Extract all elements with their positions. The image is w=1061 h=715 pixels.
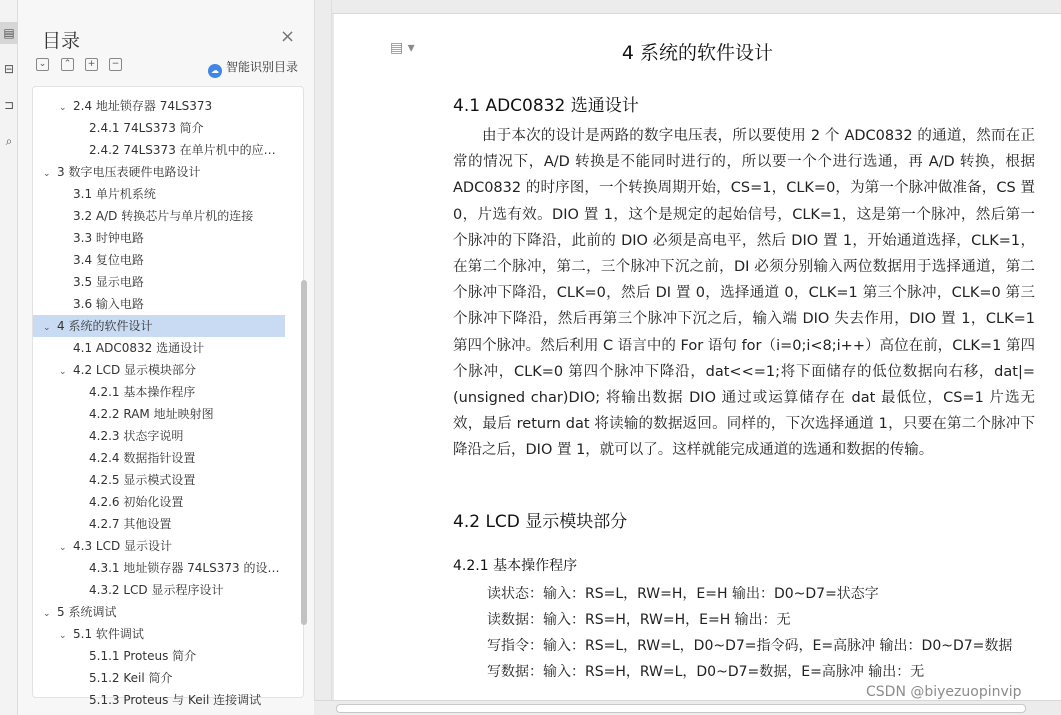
toc-item-label: 4.2.1 基本操作程序 xyxy=(89,385,196,399)
toc-item-label: 4.2.4 数据指针设置 xyxy=(89,451,196,465)
left-tool-rail xyxy=(0,0,18,715)
toc-item[interactable] xyxy=(33,161,285,183)
toc-item-label: 3.2 A/D 转换芯片与单片机的连接 xyxy=(73,209,254,223)
chevron-down-icon[interactable]: ⌄ xyxy=(43,323,51,333)
toc-item-label: 4 系统的软件设计 xyxy=(57,319,153,333)
toc-item-label: 4.2.2 RAM 地址映射图 xyxy=(89,407,214,421)
toc-item[interactable] xyxy=(33,557,285,579)
toc-item-label: 3.3 时钟电路 xyxy=(73,231,144,245)
toc-item[interactable] xyxy=(33,139,285,161)
toc-item[interactable] xyxy=(33,117,285,139)
toc-item[interactable] xyxy=(33,403,285,425)
op-line: 读状态：输入：RS=L，RW=H，E=H 输出：D0~D7=状态字 xyxy=(487,586,879,602)
toc-item[interactable] xyxy=(33,579,285,601)
panel-splitter[interactable] xyxy=(314,0,332,715)
remove-entry-button[interactable]: − xyxy=(109,58,122,71)
op-line: 写指令：输入：RS=L，RW=L，D0~D7=指令码，E=高脉冲 输出：D0~D7=数据 xyxy=(487,638,1013,654)
toc-item[interactable] xyxy=(33,293,285,315)
toc-item[interactable] xyxy=(33,359,285,381)
toc-list xyxy=(32,86,304,707)
toc-item[interactable] xyxy=(33,205,285,227)
chapter-title: 4 系统的软件设计 xyxy=(621,42,774,64)
smart-toc-button[interactable] xyxy=(208,58,298,78)
section-heading-4-1: 4.1 ADC0832 选通设计 xyxy=(453,96,639,116)
toc-item-label: 3.5 显示电路 xyxy=(73,275,144,289)
toc-item[interactable] xyxy=(33,623,285,645)
close-icon[interactable]: × xyxy=(280,26,296,47)
chevron-down-icon[interactable]: ⌄ xyxy=(59,631,67,641)
toc-item-label: 5.1 软件调试 xyxy=(73,627,144,641)
toc-item-label: 4.1 ADC0832 选通设计 xyxy=(73,341,205,355)
toc-item[interactable] xyxy=(33,513,285,535)
toc-item-label: 5.1.2 Keil 简介 xyxy=(89,671,173,685)
toc-item-label: 4.3 LCD 显示设计 xyxy=(73,539,173,553)
toc-item-label: 5.1.1 Proteus 简介 xyxy=(89,649,197,663)
bookmark-icon[interactable]: ⊐ xyxy=(3,98,15,112)
toc-item[interactable] xyxy=(33,183,285,205)
toc-item[interactable] xyxy=(33,667,285,689)
toc-item-label: 3 数字电压表硬件电路设计 xyxy=(57,165,201,179)
toc-item-label: 4.2.3 状态字说明 xyxy=(89,429,184,443)
toc-icon[interactable]: ⊟ xyxy=(3,62,15,76)
toc-item[interactable] xyxy=(33,249,285,271)
chevron-down-icon[interactable]: ⌄ xyxy=(59,367,67,377)
add-entry-button[interactable]: + xyxy=(85,58,98,71)
toc-item-label: 4.3.2 LCD 显示程序设计 xyxy=(89,583,224,597)
toc-item-label: 4.3.1 地址锁存器 74LS373 的设… xyxy=(89,561,280,575)
chevron-down-icon[interactable]: ⌄ xyxy=(43,609,51,619)
expand-all-button[interactable]: ⌃ xyxy=(61,58,74,71)
toc-item[interactable] xyxy=(33,447,285,469)
toc-item-label: 4.2.6 初始化设置 xyxy=(89,495,184,509)
body-paragraph: 由于本次的设计是两路的数字电压表，所以要使用 2 个 ADC0832 的通道，然而在正常的情况下，A/D 转换是不能同时进行的，所以要一个个进行选通，再 A/D 转换，根据 ADC0832 的时序图，一个转换周期开始，CS=1，CLK=0，为第一个脉冲做准备，CS 置 0，片选有效。DIO 置 1，这个是规定的起始信号，CLK=1，这是第一个脉冲，然后第一个脉冲的下降沿，此前的 DIO 必须是高电平，然后 DIO 置 1，开始通道选择，CLK=1，在第二个脉冲，第二，三个脉冲下沉之前，DI 必须分别输入两位数据用于选择通道，第二个脉冲下降沿，CLK=0，然后 DI 置 0，选择通道 0，CLK=1 第三个脉冲，CLK=0 第三个脉冲下降沿，然后再第三个脉冲下沉之后，输入端 DIO 失去作用，DIO 置 1，CLK=1 第四个脉冲。然后利用 C 语言中的 For 语句 for（i=0;i<8;i++）高位在前，CLK=1 第四个脉冲，CLK=0 第四个脉冲下降沿，dat<<=1;将下面储存的低位数据向右移，dat|=(unsigned char)DIO; 将输出数据 DIO 通过或运算储存在 dat 最低位，CS=1 片选无效，最后 return dat 将读输的数据返回。同样的，下次选择通道 1，只要在第二个脉冲下降沿之后，DIO 置 1，就可以了。这样就能完成通道的选通和数据的传输。 xyxy=(453,128,1035,459)
chevron-down-icon[interactable]: ⌄ xyxy=(43,169,51,179)
toc-item-label: 3.6 输入电路 xyxy=(73,297,144,311)
toc-item[interactable] xyxy=(33,645,285,667)
toc-item-label: 4.2.7 其他设置 xyxy=(89,517,172,531)
toc-item-label: 2.4 地址锁存器 74LS373 xyxy=(73,99,213,113)
collapse-all-button[interactable]: ⌄ xyxy=(36,58,49,71)
toc-item[interactable] xyxy=(33,271,285,293)
smart-toc-label: 智能识别目录 xyxy=(226,60,299,74)
chevron-down-icon[interactable]: ⌄ xyxy=(59,103,67,113)
toc-item-label: 3.4 复位电路 xyxy=(73,253,144,267)
toc-item[interactable] xyxy=(33,337,285,359)
thumbnail-icon[interactable]: ▤ xyxy=(0,22,18,44)
horizontal-scrollbar-thumb[interactable] xyxy=(336,704,1026,713)
op-line: 读数据：输入：RS=H，RW=H，E=H 输出：无 xyxy=(487,612,791,628)
toc-item-label: 3.1 单片机系统 xyxy=(73,187,156,201)
toc-item-label: 2.4.1 74LS373 简介 xyxy=(89,121,204,135)
toc-item-label: 5 系统调试 xyxy=(57,605,117,619)
top-ruler-strip xyxy=(332,0,1061,14)
toc-item[interactable] xyxy=(33,381,285,403)
toc-item-label: 2.4.2 74LS373 在单片机中的应… xyxy=(89,143,276,157)
toc-item-label: 4.2 LCD 显示模块部分 xyxy=(73,363,197,377)
toc-item[interactable] xyxy=(33,315,285,337)
toc-item[interactable] xyxy=(33,535,285,557)
page-format-icon[interactable]: ▤ ▾ xyxy=(390,40,415,56)
section-heading-4-2-1: 4.2.1 基本操作程序 xyxy=(453,558,578,574)
toc-item[interactable] xyxy=(33,227,285,249)
toc-item[interactable] xyxy=(33,601,285,623)
toc-item[interactable] xyxy=(33,491,285,513)
toc-scrollbar-thumb[interactable] xyxy=(301,280,307,625)
toc-item[interactable] xyxy=(33,469,285,491)
toc-item-label: 5.1.3 Proteus 与 Keil 连接调试 xyxy=(89,693,262,707)
toc-panel xyxy=(18,0,314,715)
horizontal-scrollbar[interactable] xyxy=(314,700,1061,715)
watermark: CSDN @biyezuopinvip xyxy=(866,684,1022,700)
toc-item[interactable] xyxy=(33,425,285,447)
toc-item-label: 4.2.5 显示模式设置 xyxy=(89,473,196,487)
toc-item[interactable] xyxy=(33,95,285,117)
toc-title: 目录 xyxy=(42,30,81,52)
op-line: 写数据：输入：RS=H，RW=L，D0~D7=数据，E=高脉冲 输出：无 xyxy=(487,664,925,680)
chevron-down-icon[interactable]: ⌄ xyxy=(59,543,67,553)
section-heading-4-2: 4.2 LCD 显示模块部分 xyxy=(453,512,628,532)
cloud-icon: ☁ xyxy=(208,64,222,78)
search-icon[interactable]: ⌕ xyxy=(5,134,13,148)
toc-item[interactable] xyxy=(33,689,285,711)
